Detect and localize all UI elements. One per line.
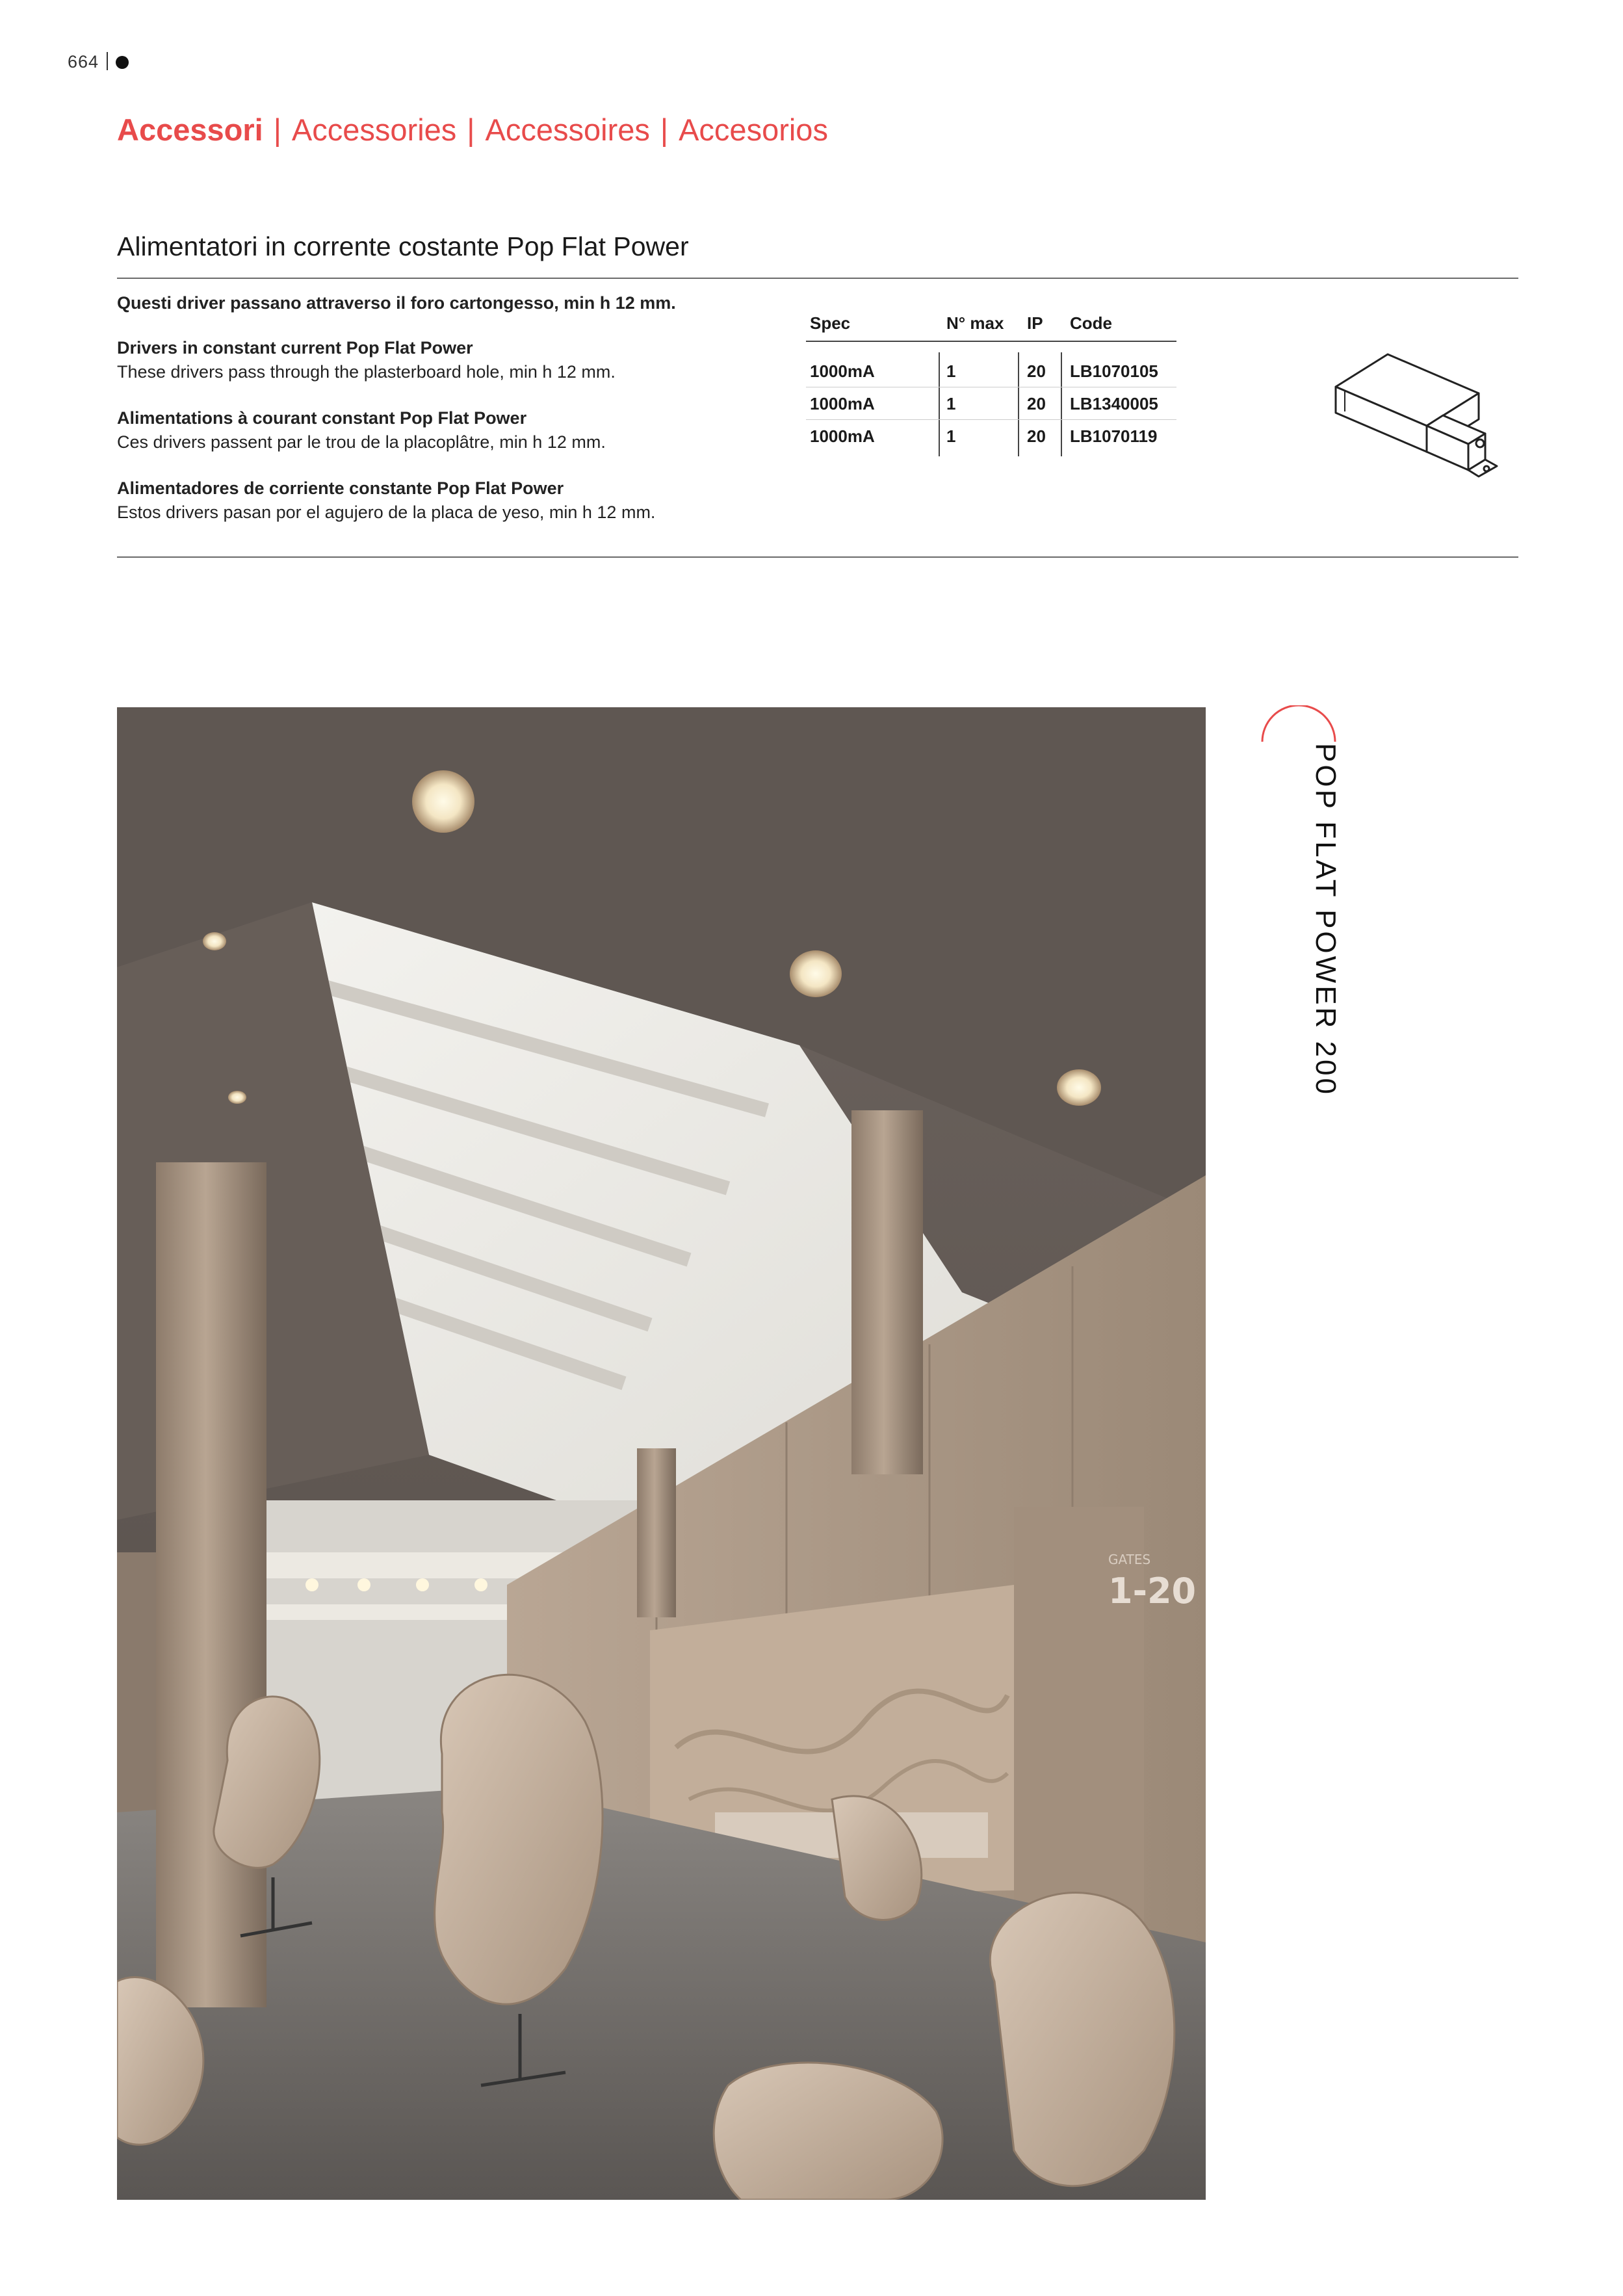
table-col-divider	[1061, 352, 1062, 456]
fr-title: Alimentations à courant constant Pop Flat Power	[117, 408, 527, 428]
table-cell: 1000mA	[810, 361, 875, 381]
table-cell: 1	[946, 361, 956, 381]
bottom-divider	[117, 556, 1518, 558]
page-number	[68, 52, 129, 72]
section-title-fr: Accessoires	[485, 112, 650, 147]
table-row-rule	[806, 419, 1176, 420]
page-number-text: 664	[68, 52, 99, 72]
table-cell: LB1070119	[1070, 426, 1158, 446]
table-header-ip: IP	[1027, 313, 1043, 333]
table-cell: 1	[946, 394, 956, 413]
table-cell: 20	[1027, 394, 1046, 413]
table-cell: LB1070105	[1070, 361, 1158, 381]
table-cell: LB1340005	[1070, 394, 1158, 413]
table-cell: 1000mA	[810, 426, 875, 446]
product-title: Alimentatori in corrente costante Pop Flat Power	[117, 231, 689, 261]
section-header: Accessori | Accessories | Accessoires | Accesorios	[117, 112, 828, 147]
table-header-rule	[806, 341, 1176, 342]
vertical-product-name: POP FLAT POWER 200	[1310, 743, 1342, 1097]
es-text: Estos drivers pasan por el agujero de la placa de yeso, min h 12 mm.	[117, 502, 656, 522]
es-title: Alimentadores de corriente constante Pop Flat Power	[117, 478, 564, 498]
section-title-it: Accessori	[117, 112, 263, 147]
section-title-en: Accessories	[291, 112, 457, 147]
table-cell: 20	[1027, 426, 1046, 446]
fr-text: Ces drivers passent par le trou de la placoplâtre, min h 12 mm.	[117, 432, 606, 452]
bullet-dot-icon	[116, 56, 129, 69]
table-cell: 20	[1027, 361, 1046, 381]
driver-box-icon	[1329, 348, 1498, 478]
table-cell: 1000mA	[810, 394, 875, 413]
side-label	[1254, 705, 1345, 1095]
en-title: Drivers in constant current Pop Flat Power	[117, 338, 473, 358]
table-col-divider	[939, 352, 940, 456]
sign-gates-text: GATES	[1108, 1552, 1151, 1567]
table-col-divider	[1018, 352, 1019, 456]
section-title-es: Accesorios	[679, 112, 828, 147]
table-header-nmax: N° max	[946, 313, 1004, 333]
interior-photo	[117, 707, 1206, 2200]
table-header-code: Code	[1070, 313, 1112, 333]
en-text: These drivers pass through the plasterboard hole, min h 12 mm.	[117, 362, 616, 382]
divider	[107, 52, 108, 70]
table-cell: 1	[946, 426, 956, 446]
top-divider	[117, 278, 1518, 279]
sign-range-text: 1-20	[1108, 1571, 1197, 1611]
table-header-spec: Spec	[810, 313, 851, 333]
it-note: Questi driver passano attraverso il foro cartongesso, min h 12 mm.	[117, 293, 676, 313]
